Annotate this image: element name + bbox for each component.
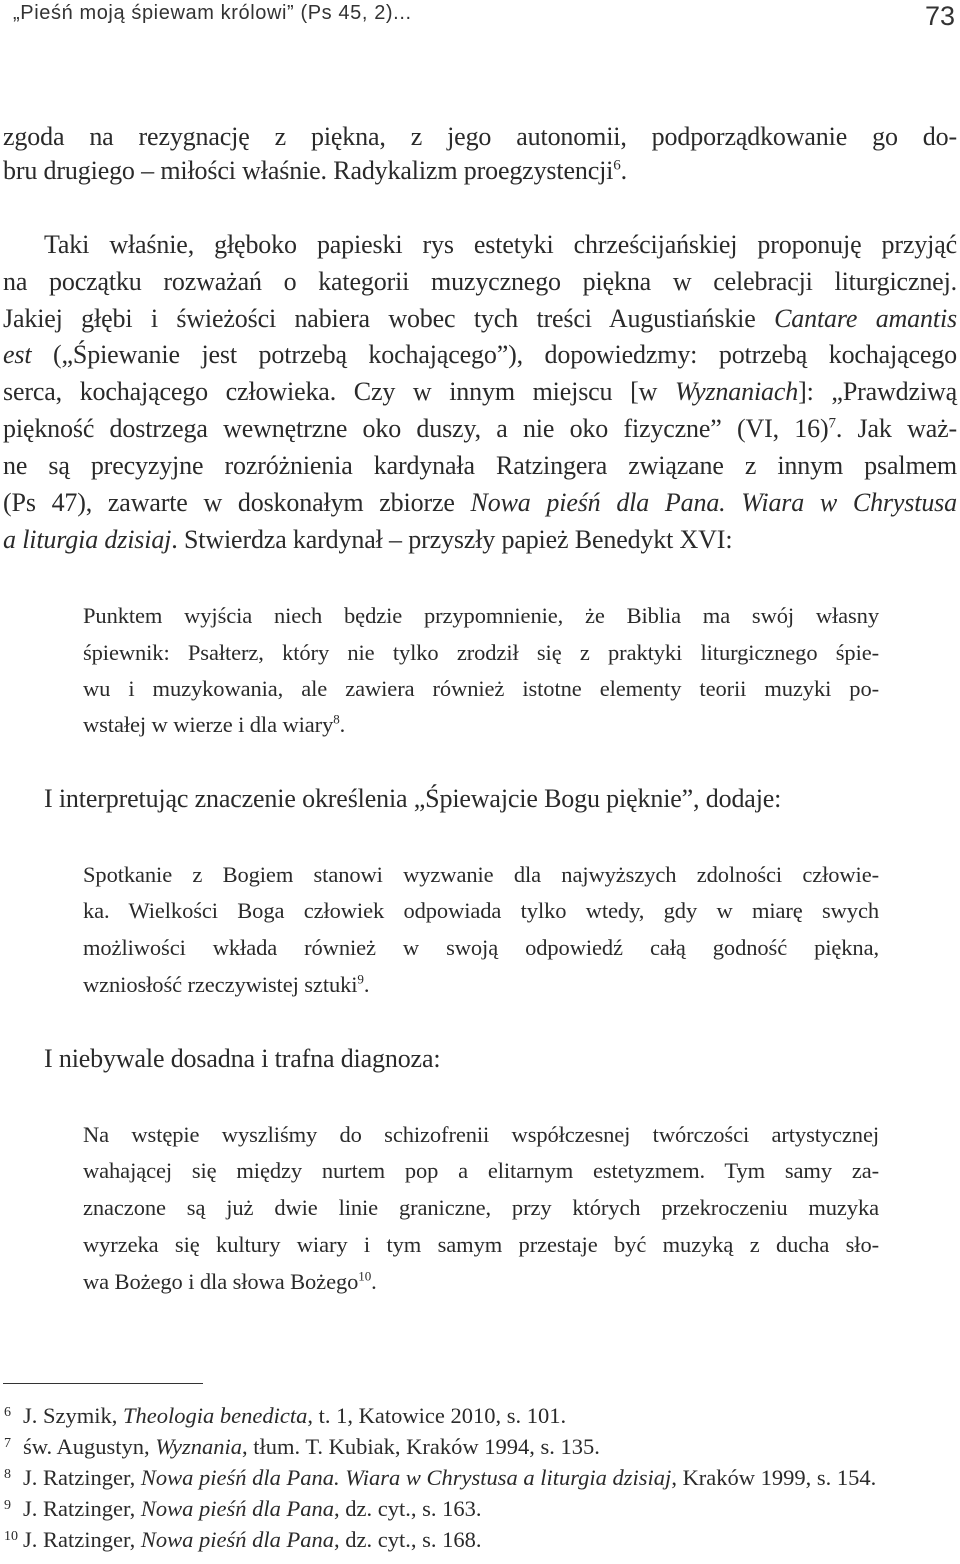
text-run: zgoda na rezygnację z piękna, z jego autonomii, podporządkowanie go do- — [3, 122, 957, 151]
text-run: . Stwierdza kardynał – przyszły papież Benedykt XVI: — [171, 525, 733, 554]
text-run: (Ps 47), zawarte w doskonałym zbiorze — [3, 488, 471, 517]
text-run: I niebywale dosadna i trafna diagnoza: — [44, 1044, 441, 1073]
text-run: ]: „Prawdziwą — [798, 377, 957, 406]
body-line — [3, 267, 957, 297]
text-run: Na wstępie wyszliśmy do schizofrenii współczesnej twórczości artystycznej — [83, 1122, 879, 1147]
text-run: J. Ratzinger, — [23, 1496, 141, 1521]
italic-text: est — [3, 340, 32, 369]
text-run: , dz. cyt., s. 163. — [333, 1496, 482, 1521]
text-run: św. Augustyn, — [23, 1434, 156, 1459]
italic-text: Nowa pieśń dla Pana — [140, 1496, 334, 1521]
italic-text: Nowa pieśń dla Pana. Wiara w Chrystusa a liturgia dzisiaj — [140, 1465, 672, 1490]
text-run: . — [371, 1269, 377, 1294]
text-run: I interpretując znaczenie określenia „Śpiewajcie Bogu pięknie”, dodaje: — [44, 784, 782, 813]
body-line — [3, 122, 957, 152]
text-run: . — [339, 712, 346, 737]
block-quote-line — [83, 676, 879, 702]
text-run: wzniosłość rzeczywistej sztuki — [83, 972, 358, 997]
block-quote-line — [83, 898, 879, 924]
text-run: na początku rozważań o kategorii muzycznego piękna w celebracji liturgicznej. — [3, 267, 957, 296]
block-quote-line — [83, 862, 879, 888]
italic-text: Nowa pieśń dla Pana — [140, 1527, 334, 1552]
footnote-marker: 9 — [357, 971, 364, 987]
text-run: . — [620, 156, 627, 185]
text-run: wu i muzykowania, ale zawiera również istotne elementy teorii muzyki po- — [83, 676, 879, 701]
body-line — [44, 784, 957, 814]
text-run: możliwości wkłada również w swoją odpowiedź całą godność piękna, — [83, 935, 879, 960]
body-line — [44, 1044, 957, 1074]
footnote-text — [23, 1434, 960, 1460]
text-run: wyrzeka się kultury wiary i tym samym przestaje być muzyką z ducha sło- — [83, 1232, 879, 1257]
text-run: . — [363, 972, 370, 997]
block-quote-line — [83, 640, 879, 666]
text-run: , t. 1, Katowice 2010, s. 101. — [307, 1403, 567, 1428]
text-run: („Śpiewanie jest potrzebą kochającego”), dopowiedzmy: potrzebą kochającego — [31, 340, 957, 369]
footnote-separator — [3, 1383, 203, 1384]
body-line — [3, 451, 957, 481]
text-run: ne są precyzyjne rozróżnienia kardynała Ratzingera związane z innym psalmem — [3, 451, 957, 480]
text-run: J. Ratzinger, — [23, 1465, 141, 1490]
text-run: ka. Wielkości Boga człowiek odpowiada tylko wtedy, gdy w miarę swych — [83, 898, 879, 923]
text-run: . Jak waż- — [835, 414, 957, 443]
footnote-number: 9 — [4, 1498, 11, 1513]
text-run: wahającej się między nurtem pop a elitarnym estetyzmem. Tym samy za- — [83, 1158, 879, 1183]
footnote-number: 7 — [4, 1436, 11, 1451]
italic-text: a liturgia dzisiaj — [3, 525, 172, 554]
body-line — [3, 156, 957, 186]
body-line — [3, 340, 957, 370]
footnote-text — [23, 1496, 960, 1522]
text-run: piękność dostrzega wewnętrzne oko duszy, a nie oko fizyczne” (VI, 16) — [3, 414, 829, 443]
text-run: bru drugiego – miłości właśnie. Radykalizm proegzystencji — [3, 156, 614, 185]
body-line — [3, 488, 957, 518]
footnote-marker: 6 — [613, 157, 621, 174]
text-run: wstałej w wierze i dla wiary — [83, 712, 334, 737]
text-run: wa Bożego i dla słowa Bożego — [83, 1269, 359, 1294]
footnote-marker: 8 — [333, 711, 340, 727]
text-run: J. Szymik, — [23, 1403, 124, 1428]
italic-text: Wyznania — [155, 1434, 242, 1459]
page-number: 73 — [924, 1, 955, 31]
italic-text: Theologia benedicta — [123, 1403, 308, 1428]
block-quote-line — [83, 1195, 879, 1221]
text-run: śpiewnik: Psałterz, który nie tylko zrodził się z praktyki liturgicznego śpie- — [83, 640, 879, 665]
body-line — [3, 414, 957, 444]
footnote-marker: 7 — [828, 415, 836, 432]
body-line — [3, 377, 957, 407]
text-run: , Kraków 1999, s. 154. — [671, 1465, 877, 1490]
footnote-text — [23, 1465, 960, 1491]
text-run: Jakiej głębi i świeżości nabiera wobec tych treści Augustiańskie — [3, 304, 775, 333]
block-quote-line — [83, 1232, 879, 1258]
footnote-marker: 10 — [358, 1268, 372, 1284]
footnote-number: 6 — [4, 1405, 11, 1420]
block-quote-line — [83, 1158, 879, 1184]
block-quote-line — [83, 1122, 879, 1148]
text-run: Spotkanie z Bogiem stanowi wyzwanie dla najwyższych zdolności człowie- — [83, 862, 879, 887]
body-line — [3, 525, 957, 555]
block-quote-line — [83, 603, 879, 629]
block-quote-line — [83, 712, 879, 738]
text-run: Punktem wyjścia niech będzie przypomnienie, że Biblia ma swój własny — [83, 603, 879, 628]
block-quote-line — [83, 972, 879, 998]
body-line — [44, 230, 957, 260]
footnote-number: 10 — [4, 1529, 18, 1544]
footnote-text — [23, 1527, 960, 1553]
footnote-number: 8 — [4, 1467, 11, 1482]
running-header-title: „Pieśń moją śpiewam królowi” (Ps 45, 2)... — [13, 2, 412, 24]
text-run: Taki właśnie, głęboko papieski rys estetyki chrześcijańskiej proponuję przyjąć — [44, 230, 957, 259]
italic-text: Wyznaniach — [674, 377, 799, 406]
italic-text: Cantare amantis — [774, 304, 957, 333]
text-run: , dz. cyt., s. 168. — [333, 1527, 482, 1552]
footnote-text — [23, 1403, 960, 1429]
block-quote-line — [83, 1269, 879, 1295]
body-line — [3, 304, 957, 334]
text-run: serca, kochającego człowieka. Czy w innym miejscu [w — [3, 377, 675, 406]
block-quote-line — [83, 935, 879, 961]
text-run: J. Ratzinger, — [23, 1527, 141, 1552]
text-run: , tłum. T. Kubiak, Kraków 1994, s. 135. — [241, 1434, 600, 1459]
text-run: znaczone są już dwie linie graniczne, przy których przekroczeniu muzyka — [83, 1195, 879, 1220]
italic-text: Nowa pieśń dla Pana. Wiara w Chrystusa — [470, 488, 957, 517]
